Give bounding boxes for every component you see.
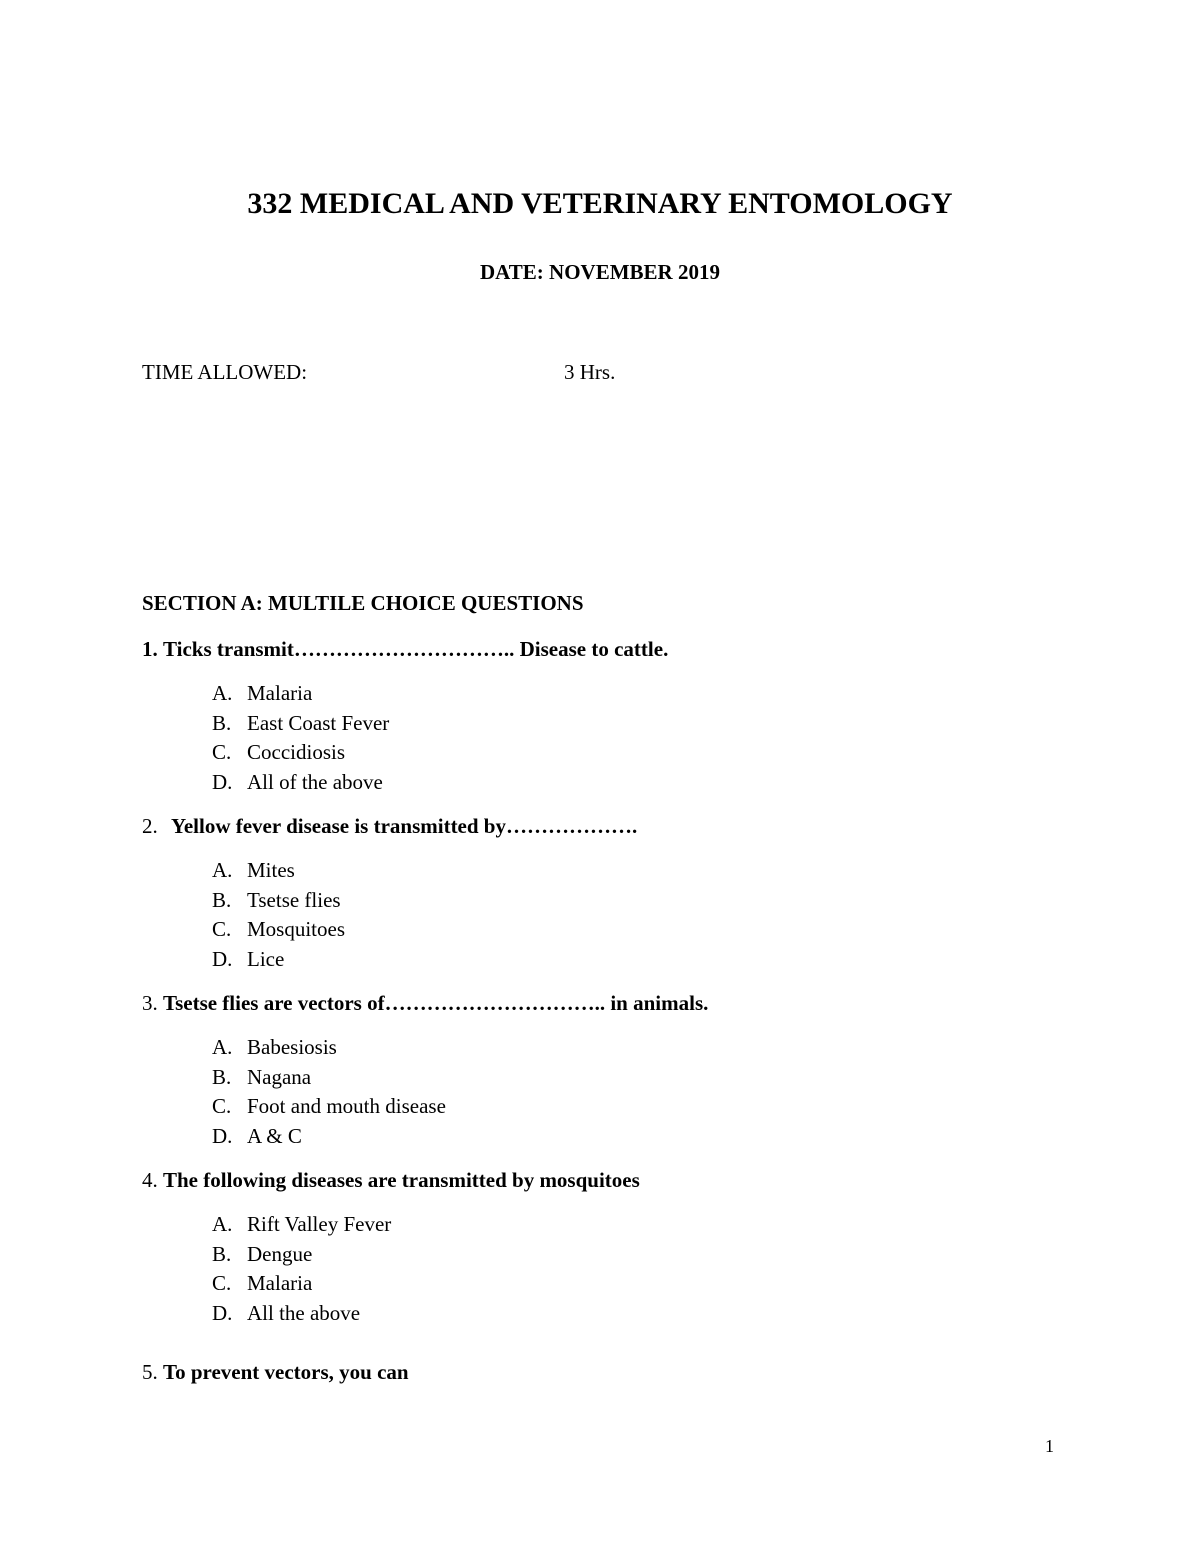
option-a <box>142 1033 1102 1063</box>
option-letter: C. <box>212 740 232 764</box>
option-c <box>142 738 1102 768</box>
question-text: Tsetse flies are vectors of………………………….. in animals. <box>163 991 709 1015</box>
question-number: 1. <box>142 637 158 661</box>
option-text: Dengue <box>247 1241 313 1266</box>
question-5 <box>142 1358 1102 1387</box>
question-number: 5. <box>142 1360 158 1384</box>
option-text: Mites <box>247 858 295 882</box>
option-d <box>142 768 1102 798</box>
option-text: East Coast Fever <box>247 710 390 735</box>
question-text: Yellow fever disease is transmitted by………………. <box>171 814 638 838</box>
question-3 <box>142 989 1102 1018</box>
option-b <box>142 1063 1102 1093</box>
question-4-options <box>142 1210 1102 1328</box>
document-title: 332 MEDICAL AND VETERINARY ENTOMOLOGY <box>247 187 953 220</box>
option-letter: B. <box>212 1241 232 1266</box>
option-text: Mosquitoes <box>247 917 346 941</box>
question-number: 2. <box>142 814 158 838</box>
question-2 <box>142 812 1102 841</box>
option-a <box>142 1210 1102 1240</box>
option-letter: B. <box>212 1064 232 1089</box>
option-text: Babesiosis <box>247 1035 337 1059</box>
option-text: Lice <box>247 946 285 971</box>
time-allowed-row <box>0 358 1200 386</box>
option-letter: C. <box>212 1271 232 1295</box>
option-letter: C. <box>212 917 232 941</box>
option-letter: C. <box>212 1094 232 1118</box>
question-text: Ticks transmit………………………….. Disease to cattle. <box>163 637 669 661</box>
option-d <box>142 1122 1102 1152</box>
option-c <box>142 1092 1102 1122</box>
option-letter: D. <box>212 769 233 794</box>
option-c <box>142 1269 1102 1299</box>
option-letter: D. <box>212 1300 233 1325</box>
exam-content <box>142 589 1102 1387</box>
option-d <box>142 1299 1102 1329</box>
option-d <box>142 945 1102 975</box>
question-2-options <box>142 856 1102 974</box>
option-text: Coccidiosis <box>247 740 345 764</box>
option-letter: A. <box>212 1212 233 1236</box>
question-number: 4. <box>142 1168 158 1192</box>
option-letter: A. <box>212 1035 233 1059</box>
question-3-options <box>142 1033 1102 1151</box>
option-letter: D. <box>212 1123 233 1148</box>
option-text: Rift Valley Fever <box>247 1212 392 1236</box>
option-letter: A. <box>212 858 233 882</box>
question-1-options <box>142 679 1102 797</box>
section-heading: SECTION A: MULTILE CHOICE QUESTIONS <box>142 591 584 615</box>
option-text: Malaria <box>247 681 313 705</box>
question-number: 3. <box>142 991 158 1015</box>
option-a <box>142 679 1102 709</box>
option-b <box>142 709 1102 739</box>
option-text: Foot and mouth disease <box>247 1094 446 1118</box>
option-letter: A. <box>212 681 233 705</box>
option-b <box>142 1240 1102 1270</box>
option-a <box>142 856 1102 886</box>
option-text: All of the above <box>247 769 383 794</box>
option-letter: D. <box>212 946 233 971</box>
option-text: All the above <box>247 1300 361 1325</box>
question-text: The following diseases are transmitted by mosquitoes <box>163 1168 640 1192</box>
option-text: Tsetse flies <box>247 887 341 912</box>
time-allowed-label: TIME ALLOWED: <box>142 360 308 384</box>
option-c <box>142 915 1102 945</box>
time-allowed-value: 3 Hrs. <box>564 360 616 384</box>
question-1 <box>142 635 1102 664</box>
option-b <box>142 886 1102 916</box>
question-4 <box>142 1166 1102 1195</box>
question-text: To prevent vectors, you can <box>163 1360 409 1384</box>
exam-date: DATE: NOVEMBER 2019 <box>480 260 720 284</box>
page-number: 1 <box>1045 1436 1054 1456</box>
option-text: Malaria <box>247 1271 313 1295</box>
option-letter: B. <box>212 710 232 735</box>
option-text: A & C <box>247 1123 302 1148</box>
option-letter: B. <box>212 887 232 912</box>
option-text: Nagana <box>247 1064 312 1089</box>
